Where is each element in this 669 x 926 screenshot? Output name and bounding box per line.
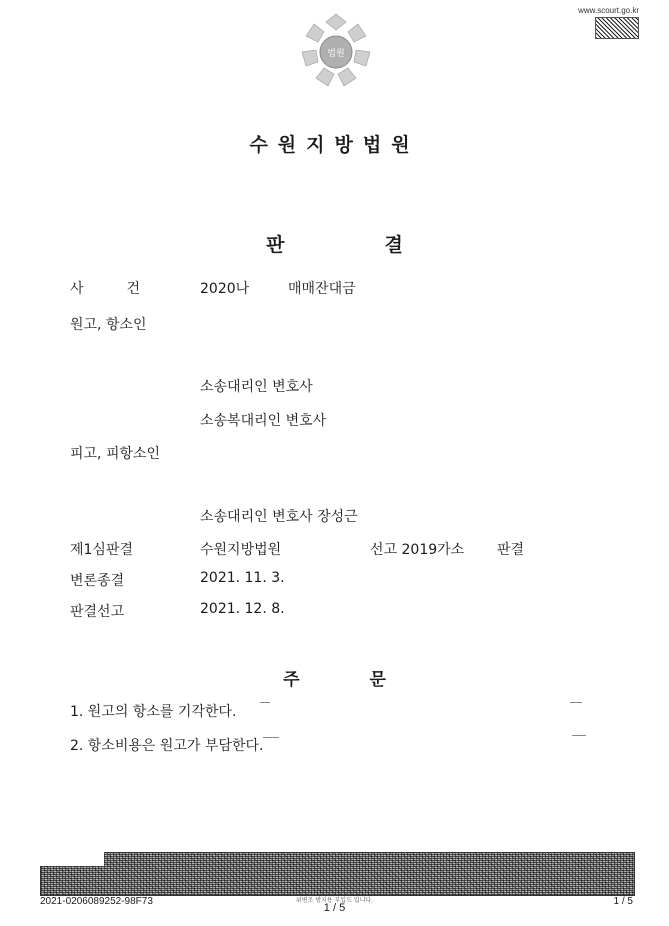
anti-forgery-note: 위변조 방지용 부입도 입니다.: [295, 897, 374, 904]
page-number-right: 1 / 5: [613, 896, 633, 907]
plaintiff-sub-counsel: 소송복대리인 변호사: [200, 413, 327, 429]
case-title: 매매잔대금: [288, 281, 356, 297]
case-label: 사 건: [70, 281, 140, 297]
document-title-right: 결: [384, 234, 403, 256]
order-heading-left: 주: [283, 670, 300, 690]
closing-date: 2021. 11. 3.: [200, 570, 285, 586]
page-number-center: 1 / 5: [323, 902, 346, 914]
redaction-mark: [263, 737, 279, 738]
defendant-label: 피고, 피항소인: [70, 446, 161, 462]
security-pattern-band: [40, 852, 635, 896]
order-heading: [0, 665, 669, 690]
redaction-mark: [570, 702, 582, 703]
defendant-counsel: 소송대리인 변호사 장성근: [200, 509, 358, 525]
order-heading-right: 문: [369, 670, 386, 690]
document-id: 2021-0206089252-98F73: [40, 896, 153, 907]
order-item-2: 2. 항소비용은 원고가 부담한다.: [70, 738, 264, 754]
ruling-label: 판결선고: [70, 604, 125, 620]
document-title-left: 판: [266, 234, 285, 256]
site-url: www.scourt.go.kr: [578, 6, 639, 15]
seal-text: 법원: [327, 49, 345, 59]
plaintiff-counsel: 소송대리인 변호사: [200, 379, 313, 395]
first-instance-decision: 선고 2019가소: [370, 542, 465, 558]
document-title: [0, 230, 669, 257]
order-item-1: 1. 원고의 항소를 기각한다.: [70, 704, 237, 720]
case-number: 2020나: [200, 281, 250, 297]
redaction-mark: [572, 735, 586, 736]
first-instance-suffix: 판결: [497, 542, 525, 558]
security-pattern-notch: [40, 852, 104, 866]
ruling-date: 2021. 12. 8.: [200, 601, 285, 617]
court-seal-logo: [296, 12, 376, 88]
first-instance-court: 수원지방법원: [200, 542, 282, 558]
plaintiff-label: 원고, 항소인: [70, 317, 147, 333]
first-instance-label: 제1심판결: [70, 542, 134, 558]
closing-label: 변론종결: [70, 573, 125, 589]
court-name: 수원지방법원: [249, 134, 420, 156]
verification-code-image: [595, 17, 639, 39]
redaction-mark: [260, 702, 270, 703]
